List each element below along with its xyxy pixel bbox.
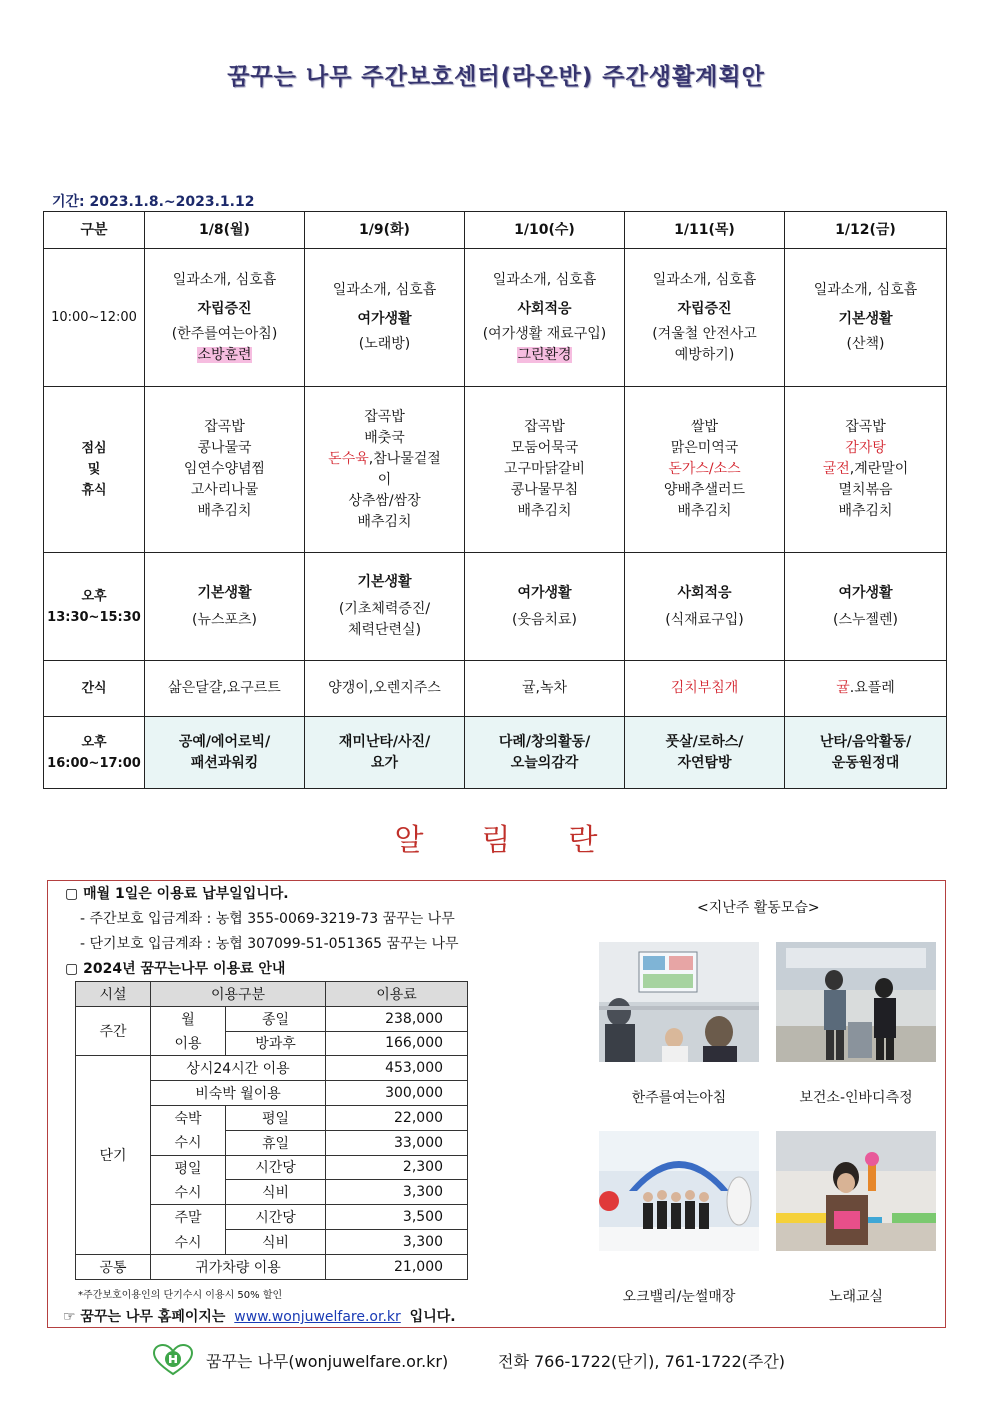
morning-cell: 일과소개, 심호흡 여가생활 (노래방) [305, 249, 465, 387]
afternoon-cell: 사회적응 (식재료구입) [625, 553, 785, 661]
late-cell: 다례/창의활동/ 오늘의감각 [465, 717, 625, 789]
morning-label: 10:00~12:00 [44, 249, 145, 387]
weekly-plan-table [43, 211, 947, 789]
photo-caption: 한주를여는아침 [631, 1090, 727, 1106]
late-label: 오후 16:00~17:00 [44, 717, 145, 789]
day-header: 1/12(금) [785, 212, 947, 249]
homepage-link[interactable]: www.wonjuwelfare.or.kr [234, 1309, 401, 1325]
fee-table [75, 981, 468, 1280]
late-cell: 재미난타/사진/ 요가 [305, 717, 465, 789]
morning-cell: 일과소개, 심호흡 자립증진 (한주를여는아침) 소방훈련 [145, 249, 305, 387]
fee-row: 이용 방과후 166,000 [76, 1031, 468, 1056]
fee-row: 주말 시간당 3,500 [76, 1205, 468, 1230]
notice-line: ▢ 매월 1일은 이용료 납부일입니다. [65, 886, 289, 902]
menu-cell: 잡곡밥 콩나물국 임연수양념찜 고사리나물 배추김치 [145, 387, 305, 553]
activity-photo [599, 942, 759, 1062]
fee-row: 평일 시간당 2,300 [76, 1155, 468, 1180]
snack-label: 간식 [44, 661, 145, 717]
notice-heading: 알림란 [394, 823, 656, 858]
fee-row: 공통 귀가차량 이용 21,000 [76, 1254, 468, 1279]
day-header: 1/9(화) [305, 212, 465, 249]
activity-photo [776, 942, 936, 1062]
snack-cell: 귤.요플레 [785, 661, 947, 717]
late-cell: 풋살/로하스/ 자연탐방 [625, 717, 785, 789]
activity-photo [599, 1131, 759, 1251]
logo-icon [152, 1344, 194, 1376]
afternoon-cell: 여가생활 (웃음치료) [465, 553, 625, 661]
photo-caption: 노래교실 [828, 1289, 884, 1305]
morning-cell: 일과소개, 심호흡 기본생활 (산책) [785, 249, 947, 387]
corner-cell: 구분 [44, 212, 145, 249]
menu-cell: 잡곡밥 감자탕 굴전,계란말이 멸치볶음 배추김치 [785, 387, 947, 553]
fee-row: 비숙박 월이용 300,000 [76, 1081, 468, 1106]
morning-row [44, 249, 947, 387]
late-cell: 난타/음악활동/ 운동원정대 [785, 717, 947, 789]
gallery-title: <지난주 활동모습> [697, 900, 820, 916]
afternoon-cell: 여가생활 (스누젤렌) [785, 553, 947, 661]
menu-cell: 잡곡밥 배춧국 돈수육,참나물겉절 이 상추쌈/쌈장 배추김치 [305, 387, 465, 553]
fee-header-row: 시설 이용구분 이용료 [76, 982, 468, 1007]
fee-row: 숙박 평일 22,000 [76, 1105, 468, 1130]
fee-row: 주간 월 종일 238,000 [76, 1006, 468, 1031]
period-label: 기간: 2023.1.8.~2023.1.12 [52, 194, 255, 210]
lunch-row [44, 387, 947, 553]
highlight-badge: 그린환경 [517, 346, 572, 363]
fee-row: 수시 식비 3,300 [76, 1229, 468, 1254]
day-header: 1/10(수) [465, 212, 625, 249]
snack-cell: 귤,녹차 [465, 661, 625, 717]
footer-org: 꿈꾸는 나무(wonjuwelfare.or.kr) [206, 1352, 449, 1371]
photo-caption: 오크밸리/눈썰매장 [622, 1289, 736, 1305]
late-afternoon-row [44, 717, 947, 789]
menu-cell: 쌀밥 맑은미역국 돈가스/소스 양배추샐러드 배추김치 [625, 387, 785, 553]
photo-caption: 보건소-인바디측정 [799, 1090, 913, 1106]
notice-line: - 주간보호 입금계좌 : 농협 355-0069-3219-73 꿈꾸는 나무 [80, 911, 455, 927]
afternoon-cell: 기본생활 (뉴스포츠) [145, 553, 305, 661]
snack-cell: 양갱이,오렌지주스 [305, 661, 465, 717]
afternoon-label: 오후 13:30~15:30 [44, 553, 145, 661]
highlight-badge: 소방훈련 [197, 346, 252, 363]
day-header: 1/8(월) [145, 212, 305, 249]
fee-row: 수시 식비 3,300 [76, 1180, 468, 1205]
fee-row: 단기 상시24시간 이용 453,000 [76, 1056, 468, 1081]
late-cell: 공예/에어로빅/ 패션과워킹 [145, 717, 305, 789]
footer-phone: 전화 766-1722(단기), 761-1722(주간) [498, 1352, 786, 1371]
lunch-label: 점심 및 휴식 [44, 387, 145, 553]
plan-header-row [44, 212, 947, 249]
day-header: 1/11(목) [625, 212, 785, 249]
afternoon-cell: 기본생활 (기초체력증진/ 체력단련실) [305, 553, 465, 661]
activity-photo [776, 1131, 936, 1251]
fee-footnote: *주간보호이용인의 단기수시 이용시 50% 할인 [78, 1290, 283, 1301]
snack-cell: 삶은달걀,요구르트 [145, 661, 305, 717]
morning-cell: 일과소개, 심호흡 사회적응 (여가생활 재료구입) 그린환경 [465, 249, 625, 387]
morning-cell: 일과소개, 심호흡 자립증진 (겨울철 안전사고 예방하기) [625, 249, 785, 387]
fee-row: 수시 휴일 33,000 [76, 1130, 468, 1155]
snack-row [44, 661, 947, 717]
page-title: 꿈꾸는 나무 주간보호센터(라온반) 주간생활계획안 [227, 64, 765, 90]
notice-line: - 단기보호 입금계좌 : 농협 307099-51-051365 꿈꾸는 나무 [80, 936, 459, 952]
afternoon-row [44, 553, 947, 661]
snack-cell: 김치부침개 [625, 661, 785, 717]
menu-cell: 잡곡밥 모둠어묵국 고구마닭갈비 콩나물무침 배추김치 [465, 387, 625, 553]
homepage-line: ☞ 꿈꾸는 나무 홈페이지는 www.wonjuwelfare.or.kr 입니다. [63, 1309, 456, 1325]
notice-line: ▢ 2024년 꿈꾸는나무 이용료 안내 [65, 961, 286, 977]
